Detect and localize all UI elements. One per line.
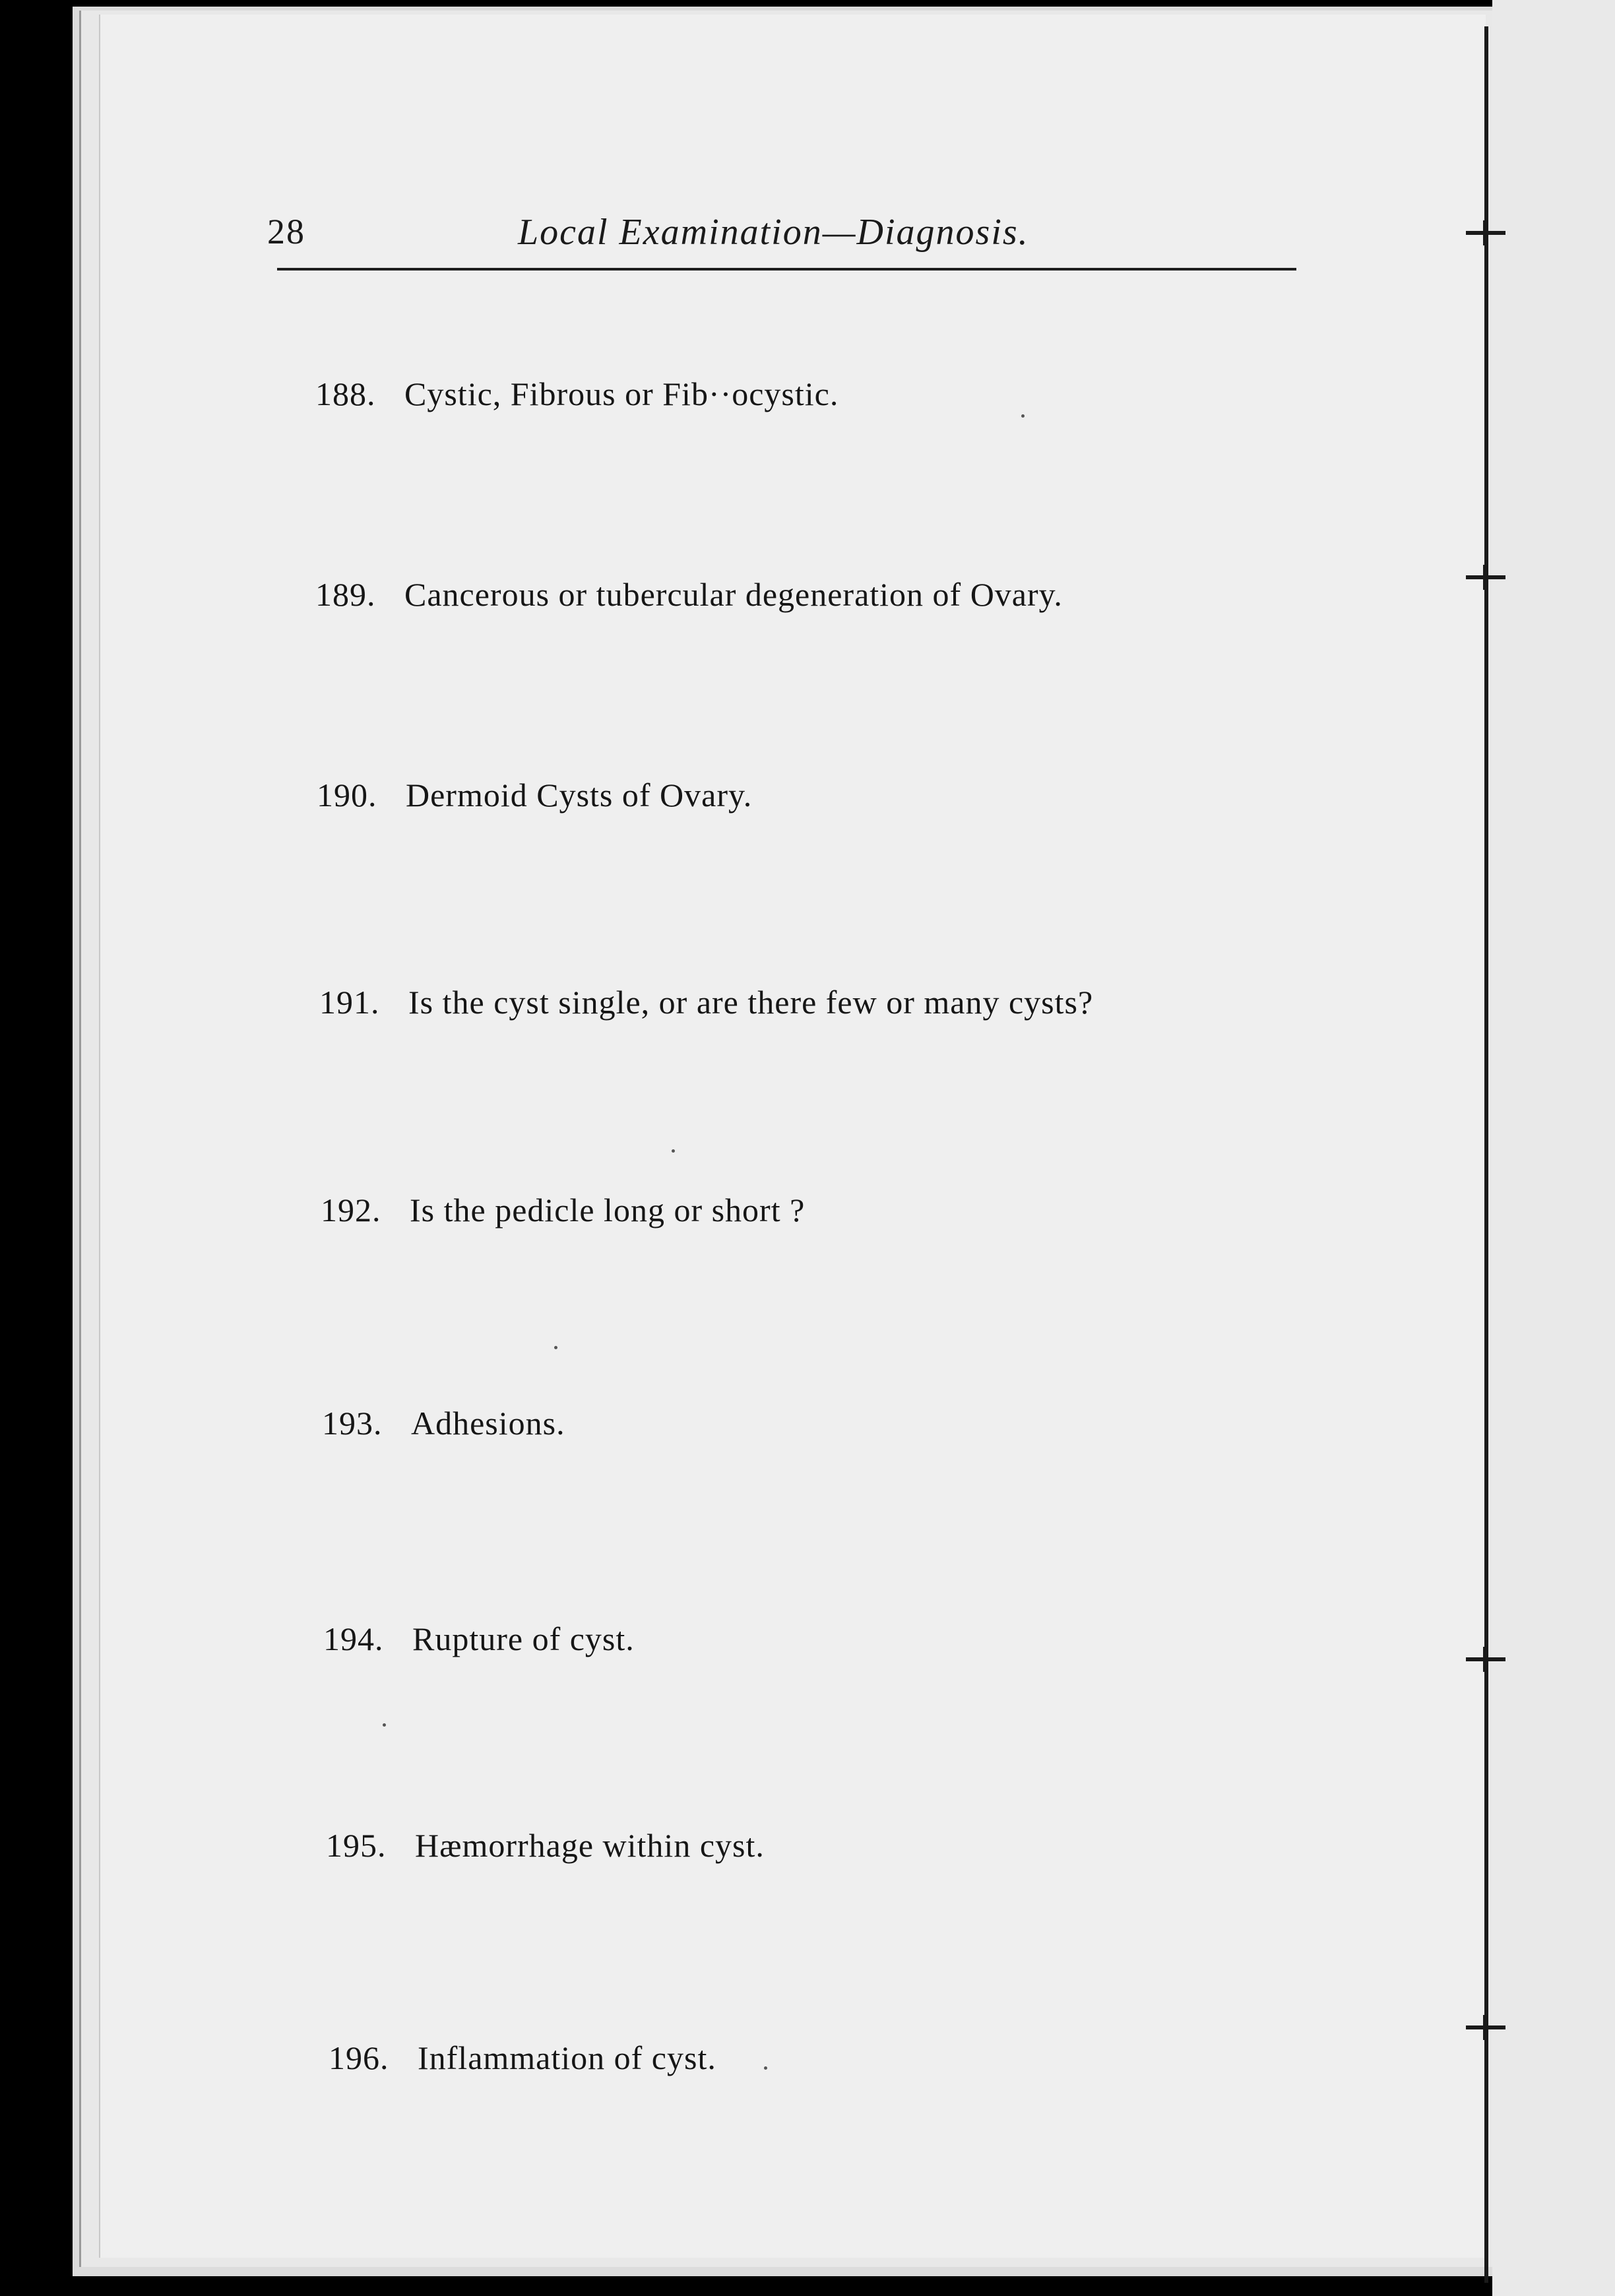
item-text: Adhesions.: [411, 1405, 565, 1442]
scan-speck: [383, 1723, 386, 1727]
list-item: [322, 1404, 565, 1442]
scan-speck: [764, 2066, 767, 2070]
list-item: [319, 983, 1093, 1021]
item-number: 190.: [317, 777, 377, 813]
list-item: [317, 776, 752, 814]
list-item: [315, 575, 1063, 614]
item-text: Cystic, Fibrous or Fib··ocystic.: [404, 375, 839, 412]
item-number: 192.: [321, 1192, 381, 1228]
scan-speck: [1021, 414, 1025, 418]
item-text: Dermoid Cysts of Ovary.: [406, 777, 753, 813]
item-number: 189.: [315, 576, 376, 613]
item-number: 188.: [315, 375, 376, 412]
item-text: Rupture of cyst.: [412, 1620, 635, 1657]
item-text: Is the pedicle long or short ?: [410, 1192, 806, 1228]
list-item: [326, 1826, 765, 1865]
list-item: [321, 1191, 805, 1229]
scan-speck: [554, 1346, 557, 1349]
running-head: Local Examination—Diagnosis.: [518, 212, 1029, 253]
list-item: [329, 2039, 716, 2077]
item-text: Is the cyst single, or are there few or many cysts?: [408, 984, 1094, 1021]
item-number: 196.: [329, 2039, 389, 2076]
item-text: Inflammation of cyst.: [418, 2039, 716, 2076]
list-item: [323, 1620, 635, 1658]
item-number: 194.: [323, 1620, 384, 1657]
item-text: Hæmorrhage within cyst.: [415, 1827, 765, 1864]
scan-speck: [672, 1149, 675, 1153]
item-number: 191.: [319, 984, 380, 1021]
list-item: [315, 375, 839, 413]
page-number: 28: [267, 212, 305, 251]
item-text: Cancerous or tubercular degeneration of Ovary.: [404, 576, 1063, 613]
item-number: 193.: [322, 1405, 383, 1442]
item-number: 195.: [326, 1827, 387, 1864]
